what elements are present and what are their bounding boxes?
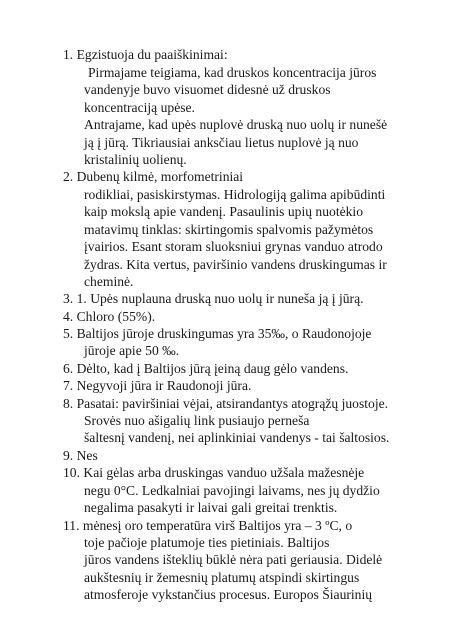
doc-line: žydras. Kita vertus, paviršinio vandens druskingumas ir [84,257,387,272]
doc-line: toje pačioje platumoje ties pietiniais. Baltijos [84,535,330,550]
doc-line: rodikliai, pasiskirstymas. Hidrologiją galima apibūdinti [84,187,386,202]
doc-line: jūroje apie 50 ‰. [84,343,180,358]
doc-line: 1. Egzistuoja du paaiškinimai: [63,47,228,62]
doc-line: koncentraciją upėse. [84,100,195,115]
doc-line: 3. 1. Upės nuplauna druską nuo uolų ir nuneša ją į jūrą. [63,291,364,306]
doc-line: kristalinių uolienų. [84,152,187,167]
doc-line: 10. Kai gėlas arba druskingas vanduo užšala mažesnėje [63,465,365,480]
doc-line: negalima pasakyti ir laivai gali greitai trenktis. [84,500,338,515]
doc-line: 5. Baltijos jūroje druskingumas yra 35‰, o Raudonojoje [63,326,372,341]
doc-line: Pirmajame teigiama, kad druskos koncentracija jūros [88,65,377,80]
doc-line: Srovės nuo ašigalių link pusiaujo perneša [84,413,310,428]
doc-line: 7. Negyvoji jūra ir Raudonoji jūra. [63,378,252,393]
doc-line: ją į jūrą. Tikriausiai anksčiau lietus nuplovė ją nuo [84,135,359,150]
doc-line: vandenyje buvo visuomet didesnė už druskos [84,82,331,97]
doc-line: atmosferoje vykstančius procesus. Europos Šiaurinių [84,587,373,602]
doc-line: jūros vandens išteklių būklė nėra pati geriausia. Didelė [84,552,383,567]
doc-line: 6. Dėlto, kad į Baltijos jūrą įeiną daug gėlo vandens. [63,361,349,376]
doc-line: šaltesnį vandenį, nei aplinkiniai vandenys - tai šaltosios. [84,430,390,445]
doc-line: 8. Pasatai: paviršiniai vėjai, atsirandantys atogrąžų juostoje. [63,396,389,411]
doc-line: 2. Dubenų kilmė, morfometriniai [63,169,244,184]
doc-line: 4. Chloro (55%). [63,309,156,324]
doc-line: Antrajame, kad upės nuplovė druską nuo uolų ir nunešė [84,117,388,132]
doc-line: matavimų tinklas: skirtingomis spalvomis pažymėtos [84,222,374,237]
doc-line: cheminė. [84,274,134,289]
doc-line: aukštesnių ir žemesnių platumų atspindi skirtingus [84,570,360,585]
doc-line: negu 0°C. Ledkalniai pavojingi laivams, nes jų dydžio [84,483,380,498]
doc-line: įvairios. Esant storam sluoksniui grynas vanduo atrodo [84,239,383,254]
doc-line: 9. Nes [63,448,98,463]
doc-line: kaip mokslą apie vandenį. Pasaulinis upių nuotėkio [84,204,364,219]
doc-line: 11. mėnesį oro temperatūra virš Baltijos yra – 3 ºC, o [63,518,353,533]
